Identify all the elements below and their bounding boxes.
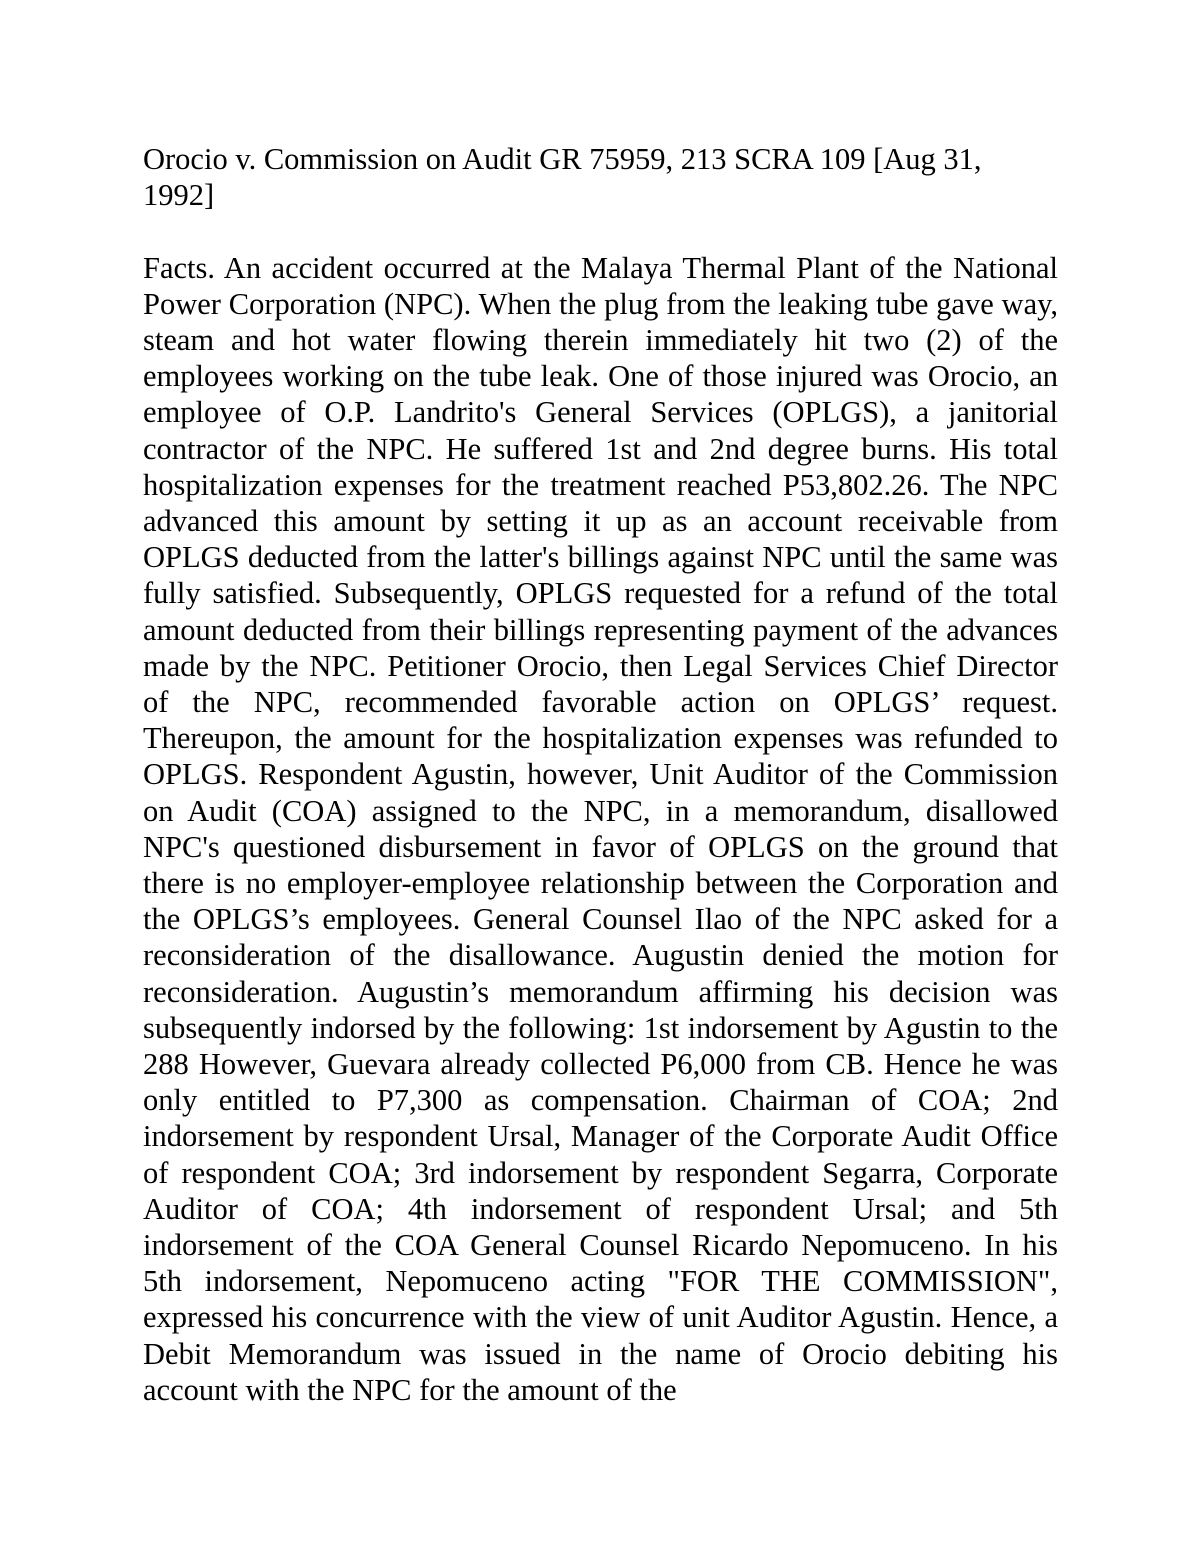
- case-title: Orocio v. Commission on Audit GR 75959, 213 SCRA 109 [Aug 31, 1992]: [143, 142, 982, 213]
- document-body: [143, 141, 1058, 1408]
- facts-paragraph: Facts. An accident occurred at the Malaya Thermal Plant of the National Power Corporation (NPC). When the plug from the leaking tube gave way, steam and hot water flowing therein immediately hit two (2) of the employees working on the tube leak. One of those injured was Orocio, an employee of O.P. Landrito's General Services (OPLGS), a janitorial contractor of the NPC. He suffered 1st and 2nd degree burns. His total hospitalization expenses for the treatment reached P53,802.26. The NPC advanced this amount by setting it up as an account receivable from OPLGS deducted from the latter's billings against NPC until the same was fully satisfied. Subsequently, OPLGS requested for a refund of the total amount deducted from their billings representing payment of the advances made by the NPC. Petitioner Orocio, then Legal Services Chief Director of the NPC, recommended favorable action on OPLGS’ request. Thereupon, the amount for the hospitalization expenses was refunded to OPLGS. Respondent Agustin, however, Unit Auditor of the Commission on Audit (COA) assigned to the NPC, in a memorandum, disallowed NPC's questioned disbursement in favor of OPLGS on the ground that there is no employer-employee relationship between the Corporation and the OPLGS’s employees. General Counsel Ilao of the NPC asked for a reconsideration of the disallowance. Augustin denied the motion for reconsideration. Augustin’s memorandum affirming his decision was subsequently indorsed by the following: 1st indorsement by Agustin to the 288 However, Guevara already collected P6,000 from CB. Hence he was only entitled to P7,300 as compensation. Chairman of COA; 2nd indorsement by respondent Ursal, Manager of the Corporate Audit Office of respondent COA; 3rd indorsement by respondent Segarra, Corporate Auditor of COA; 4th indorsement of respondent Ursal; and 5th indorsement of the COA General Counsel Ricardo Nepomuceno. In his 5th indorsement, Nepomuceno acting "FOR THE COMMISSION", expressed his concurrence with the view of unit Auditor Agustin. Hence, a Debit Memorandum was issued in the name of Orocio debiting his account with the NPC for the amount of the: [143, 250, 1058, 1407]
